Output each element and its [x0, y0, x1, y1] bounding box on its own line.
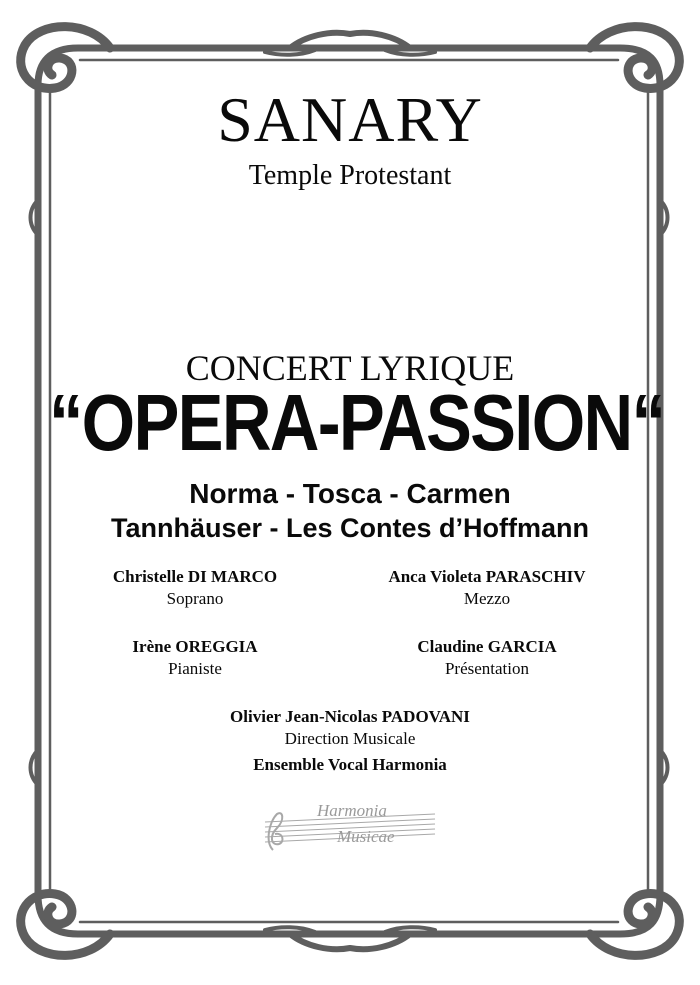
performer-name: Claudine GARCIA [417, 637, 557, 656]
director-name: Olivier Jean-Nicolas PADOVANI [230, 707, 470, 726]
performer-pianist [80, 636, 310, 680]
performer-role: Présentation [444, 659, 530, 678]
works-line-1: Norma - Tosca - Carmen [189, 478, 511, 509]
performer-mezzo [352, 566, 622, 610]
performer-soprano [80, 566, 310, 610]
performer-name: Irène OREGGIA [132, 637, 258, 656]
ensemble-name: Ensemble Vocal Harmonia [253, 755, 447, 774]
performer-presenter [352, 636, 622, 680]
logo-line-1: Harmonia [317, 801, 387, 820]
performer-role: Mezzo [463, 589, 511, 608]
logo-line-2: Musicae [337, 827, 395, 846]
city-title: SANARY [217, 84, 483, 155]
performer-name: Anca Violeta PARASCHIV [388, 567, 586, 586]
venue-subtitle: Temple Protestant [248, 160, 452, 191]
works-line-2: Tannhäuser - Les Contes d’Hoffmann [110, 513, 590, 543]
musical-director [0, 706, 700, 750]
performer-role: Pianiste [168, 659, 222, 678]
performer-name: Christelle DI MARCO [112, 567, 278, 586]
concert-title: “OPERA-PASSION“ [49, 378, 665, 467]
harmonia-musicae-logo [255, 792, 445, 862]
performer-role: Soprano [166, 589, 224, 608]
director-role: Direction Musicale [284, 729, 416, 748]
concert-type: CONCERT LYRIQUE [185, 348, 515, 388]
